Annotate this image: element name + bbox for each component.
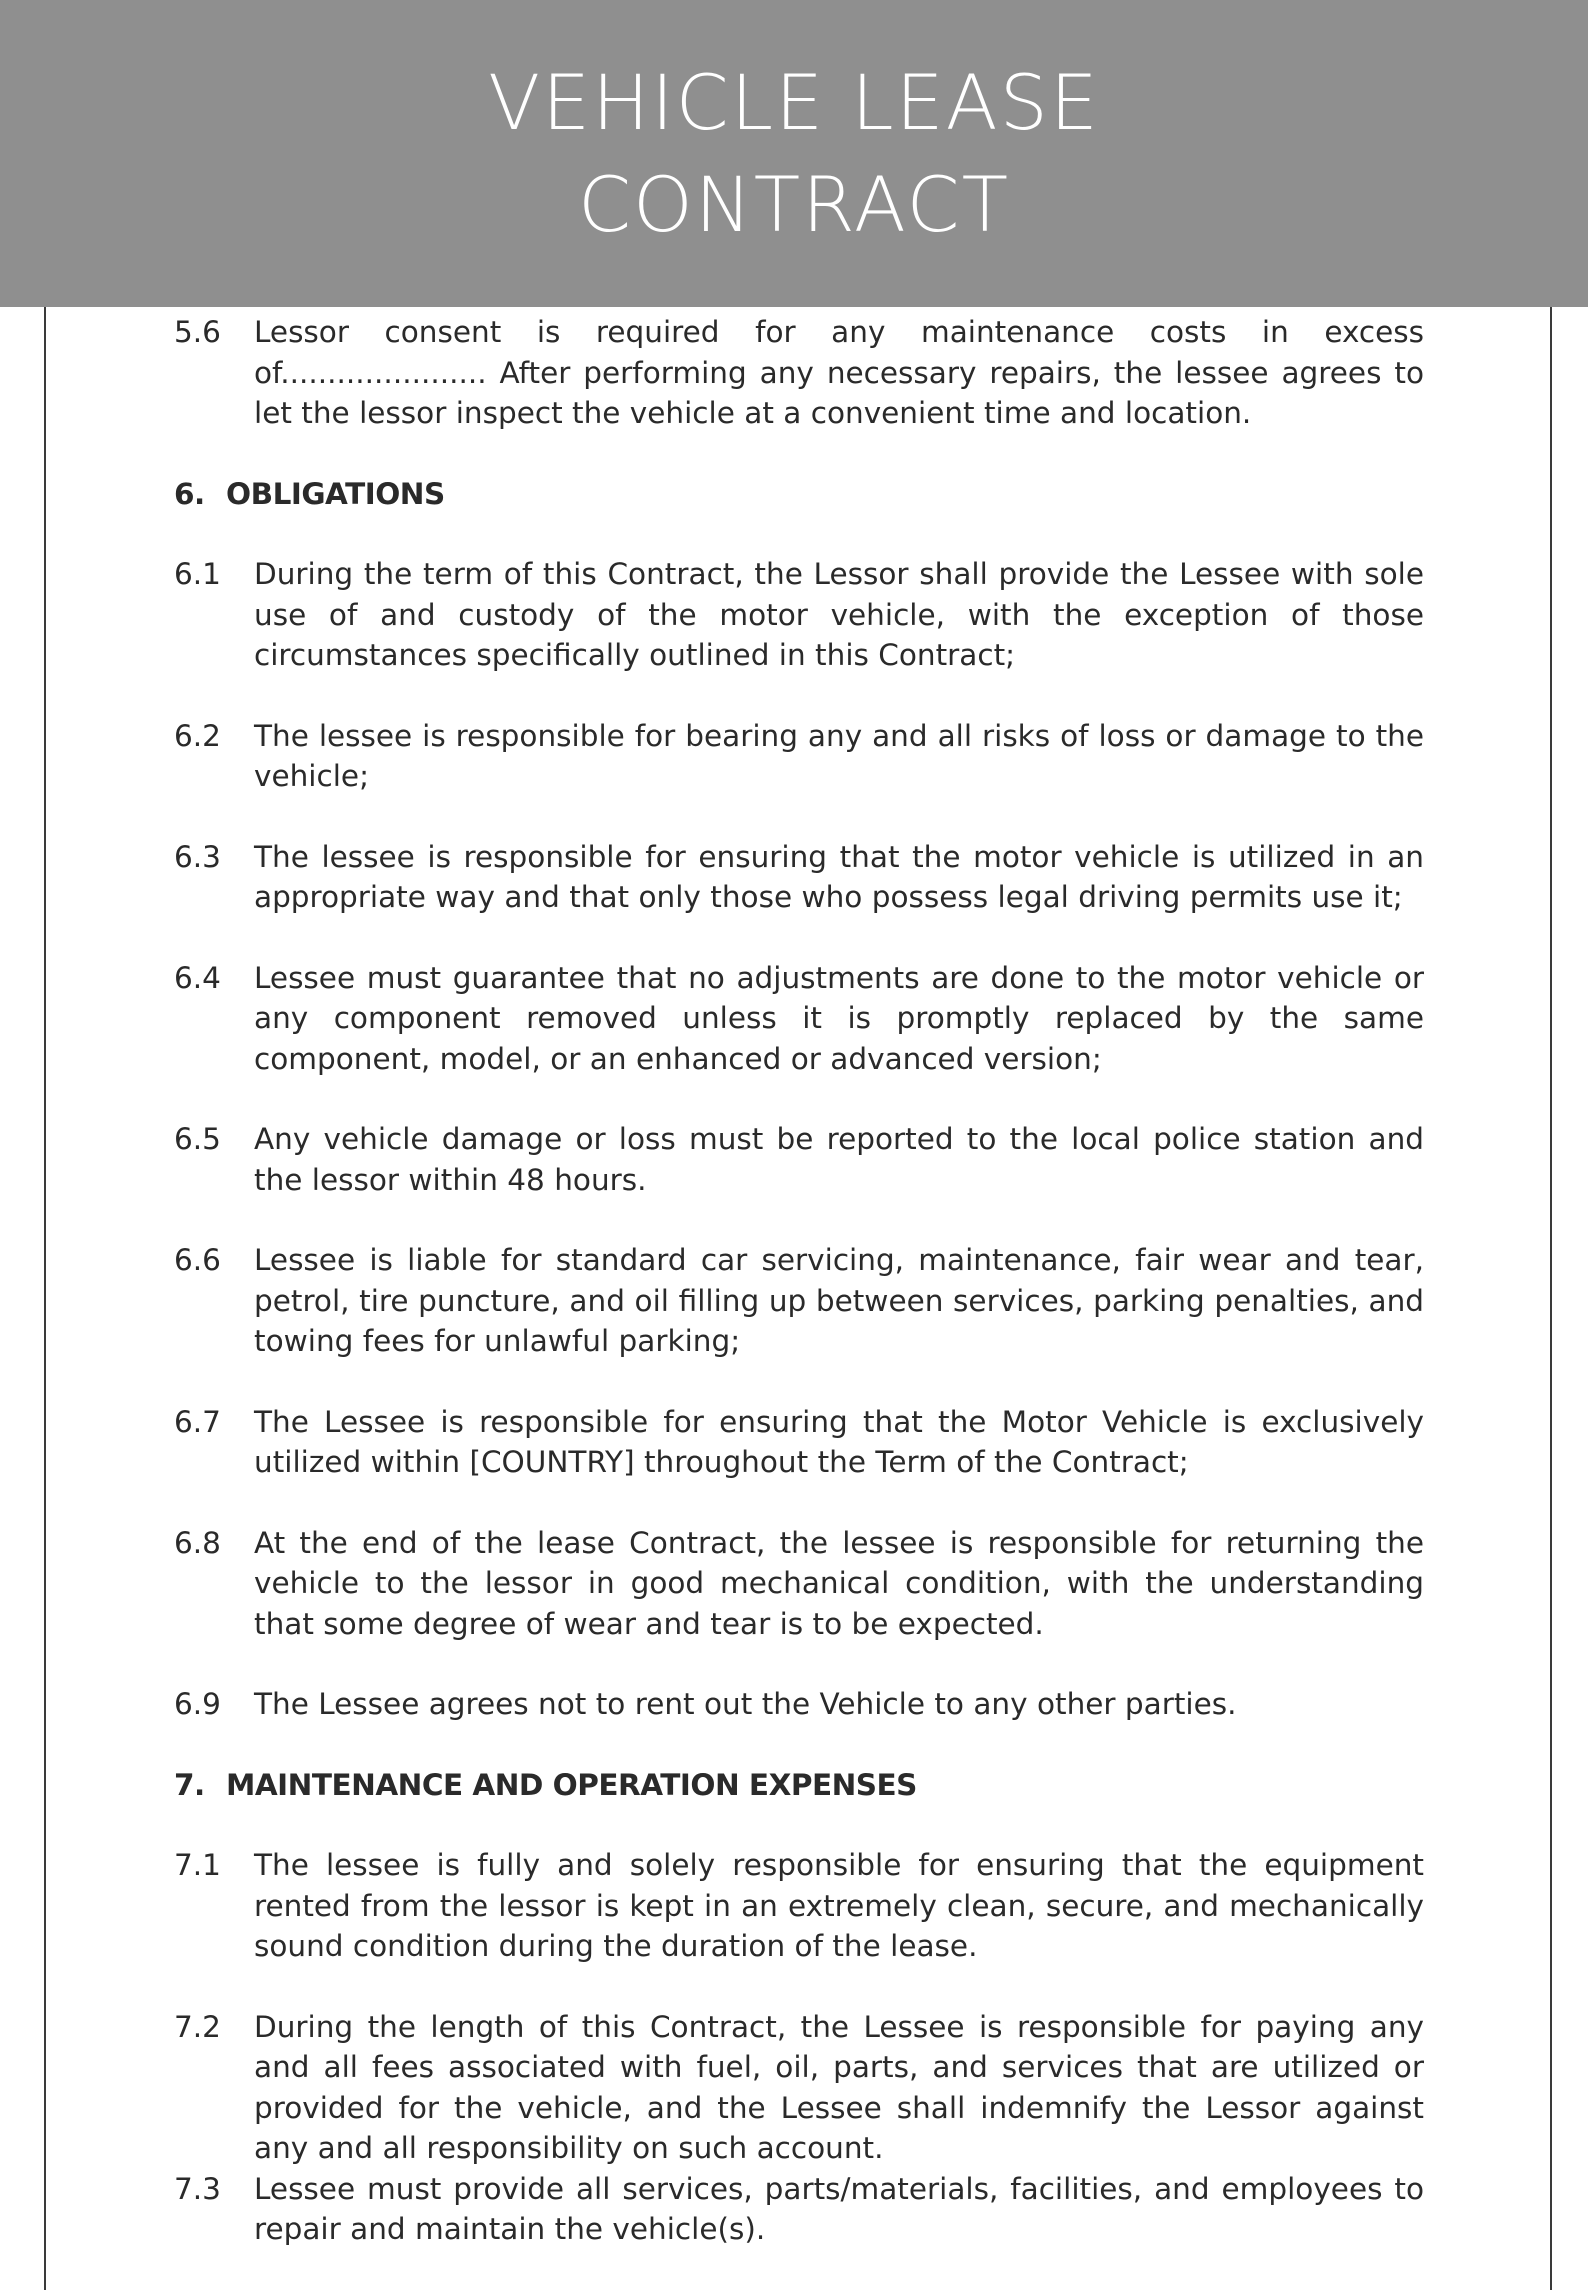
clause-6-6 <box>174 1240 1424 1362</box>
clause-text: The Lessee is responsible for ensuring that the Motor Vehicle is exclusively utilized within [COUNTRY] throughout the Term of the Contract; <box>254 1404 1424 1479</box>
clause-text: Lessor consent is required for any maintenance costs in excess of...................... After performing any necessary repairs, the lessee agrees to let the lessor inspect the vehicle at a convenient time and location. <box>254 315 1424 430</box>
clause-text: Lessee must guarantee that no adjustments are done to the motor vehicle or any component removed unless it is promptly replaced by the same component, model, or an enhanced or advanced version; <box>254 960 1424 1076</box>
clause-text: The lessee is fully and solely responsible for ensuring that the equipment rented from the lessor is kept in an extremely clean, secure, and mechanically sound condition during the duration of the lease. <box>254 1848 1424 1963</box>
clause-number: 6.4 <box>174 960 221 995</box>
clause-number: 6.1 <box>174 557 221 591</box>
clause-7-2 <box>174 2007 1424 2169</box>
clause-text: Any vehicle damage or loss must be reported to the local police station and the lessor within 48 hours. <box>254 1122 1424 1197</box>
contract-body <box>174 312 1424 2250</box>
clause-6-8 <box>174 1523 1424 1645</box>
section-title: MAINTENANCE AND OPERATION EXPENSES <box>226 1767 917 1802</box>
clause-number: 7.1 <box>174 1848 221 1882</box>
clause-text: During the length of this Contract, the Lessee is responsible for paying any and all fees associated with fuel, oil, parts, and services that are utilized or provided for the vehicle, and the Lessee shall indemnify the Lessor against any and all responsibility on such account. <box>254 2009 1424 2165</box>
clause-number: 6.9 <box>174 1687 221 1721</box>
title-banner <box>0 0 1588 307</box>
clause-7-1 <box>174 1845 1424 1967</box>
clause-number: 6.2 <box>174 718 221 753</box>
clause-text: Lessee is liable for standard car servicing, maintenance, fair wear and tear, petrol, tire puncture, and oil filling up between services, parking penalties, and towing fees for unlawful parking; <box>254 1243 1424 1358</box>
title-line-1: VEHICLE LEASE <box>488 57 1100 147</box>
clause-number: 6.7 <box>174 1404 221 1439</box>
section-heading-maintenance <box>174 1765 1424 1806</box>
clause-text: At the end of the lease Contract, the lessee is responsible for returning the vehicle to the lessor in good mechanical condition, with the understanding that some degree of wear and tear is to be expected. <box>254 1525 1424 1641</box>
clause-6-9 <box>174 1684 1424 1725</box>
clause-5-6 <box>174 312 1424 434</box>
section-heading-obligations <box>174 474 1424 515</box>
clause-6-7 <box>174 1402 1424 1483</box>
clause-number: 6.3 <box>174 839 221 874</box>
clause-number: 6.6 <box>174 1243 221 1277</box>
clause-6-3 <box>174 837 1424 918</box>
clause-text: Lessee must provide all services, parts/materials, facilities, and employees to repair and maintain the vehicle(s). <box>254 2171 1424 2246</box>
clause-number: 6.8 <box>174 1525 221 1560</box>
clause-number: 7.2 <box>174 2009 221 2044</box>
clause-text: During the term of this Contract, the Lessor shall provide the Lessee with sole use of and custody of the motor vehicle, with the exception of those circumstances specifically outlined in this Contract; <box>254 557 1424 672</box>
clause-6-4 <box>174 958 1424 1080</box>
clause-text: The Lessee agrees not to rent out the Vehicle to any other parties. <box>254 1687 1237 1721</box>
title-line-2: CONTRACT <box>577 159 1011 249</box>
clause-number: 5.6 <box>174 315 221 349</box>
clause-6-2 <box>174 716 1424 797</box>
clause-6-5 <box>174 1119 1424 1200</box>
clause-number: 6.5 <box>174 1122 221 1156</box>
clause-text: The lessee is responsible for bearing any and all risks of loss or damage to the vehicle; <box>254 718 1424 793</box>
clause-text: The lessee is responsible for ensuring that the motor vehicle is utilized in an appropriate way and that only those who possess legal driving permits use it; <box>254 839 1424 914</box>
clause-6-1 <box>174 554 1424 676</box>
section-number: 6. <box>174 476 205 511</box>
section-title: OBLIGATIONS <box>226 476 445 511</box>
clause-7-3 <box>174 2169 1424 2250</box>
clause-number: 7.3 <box>174 2171 221 2206</box>
section-number: 7. <box>174 1767 205 1802</box>
